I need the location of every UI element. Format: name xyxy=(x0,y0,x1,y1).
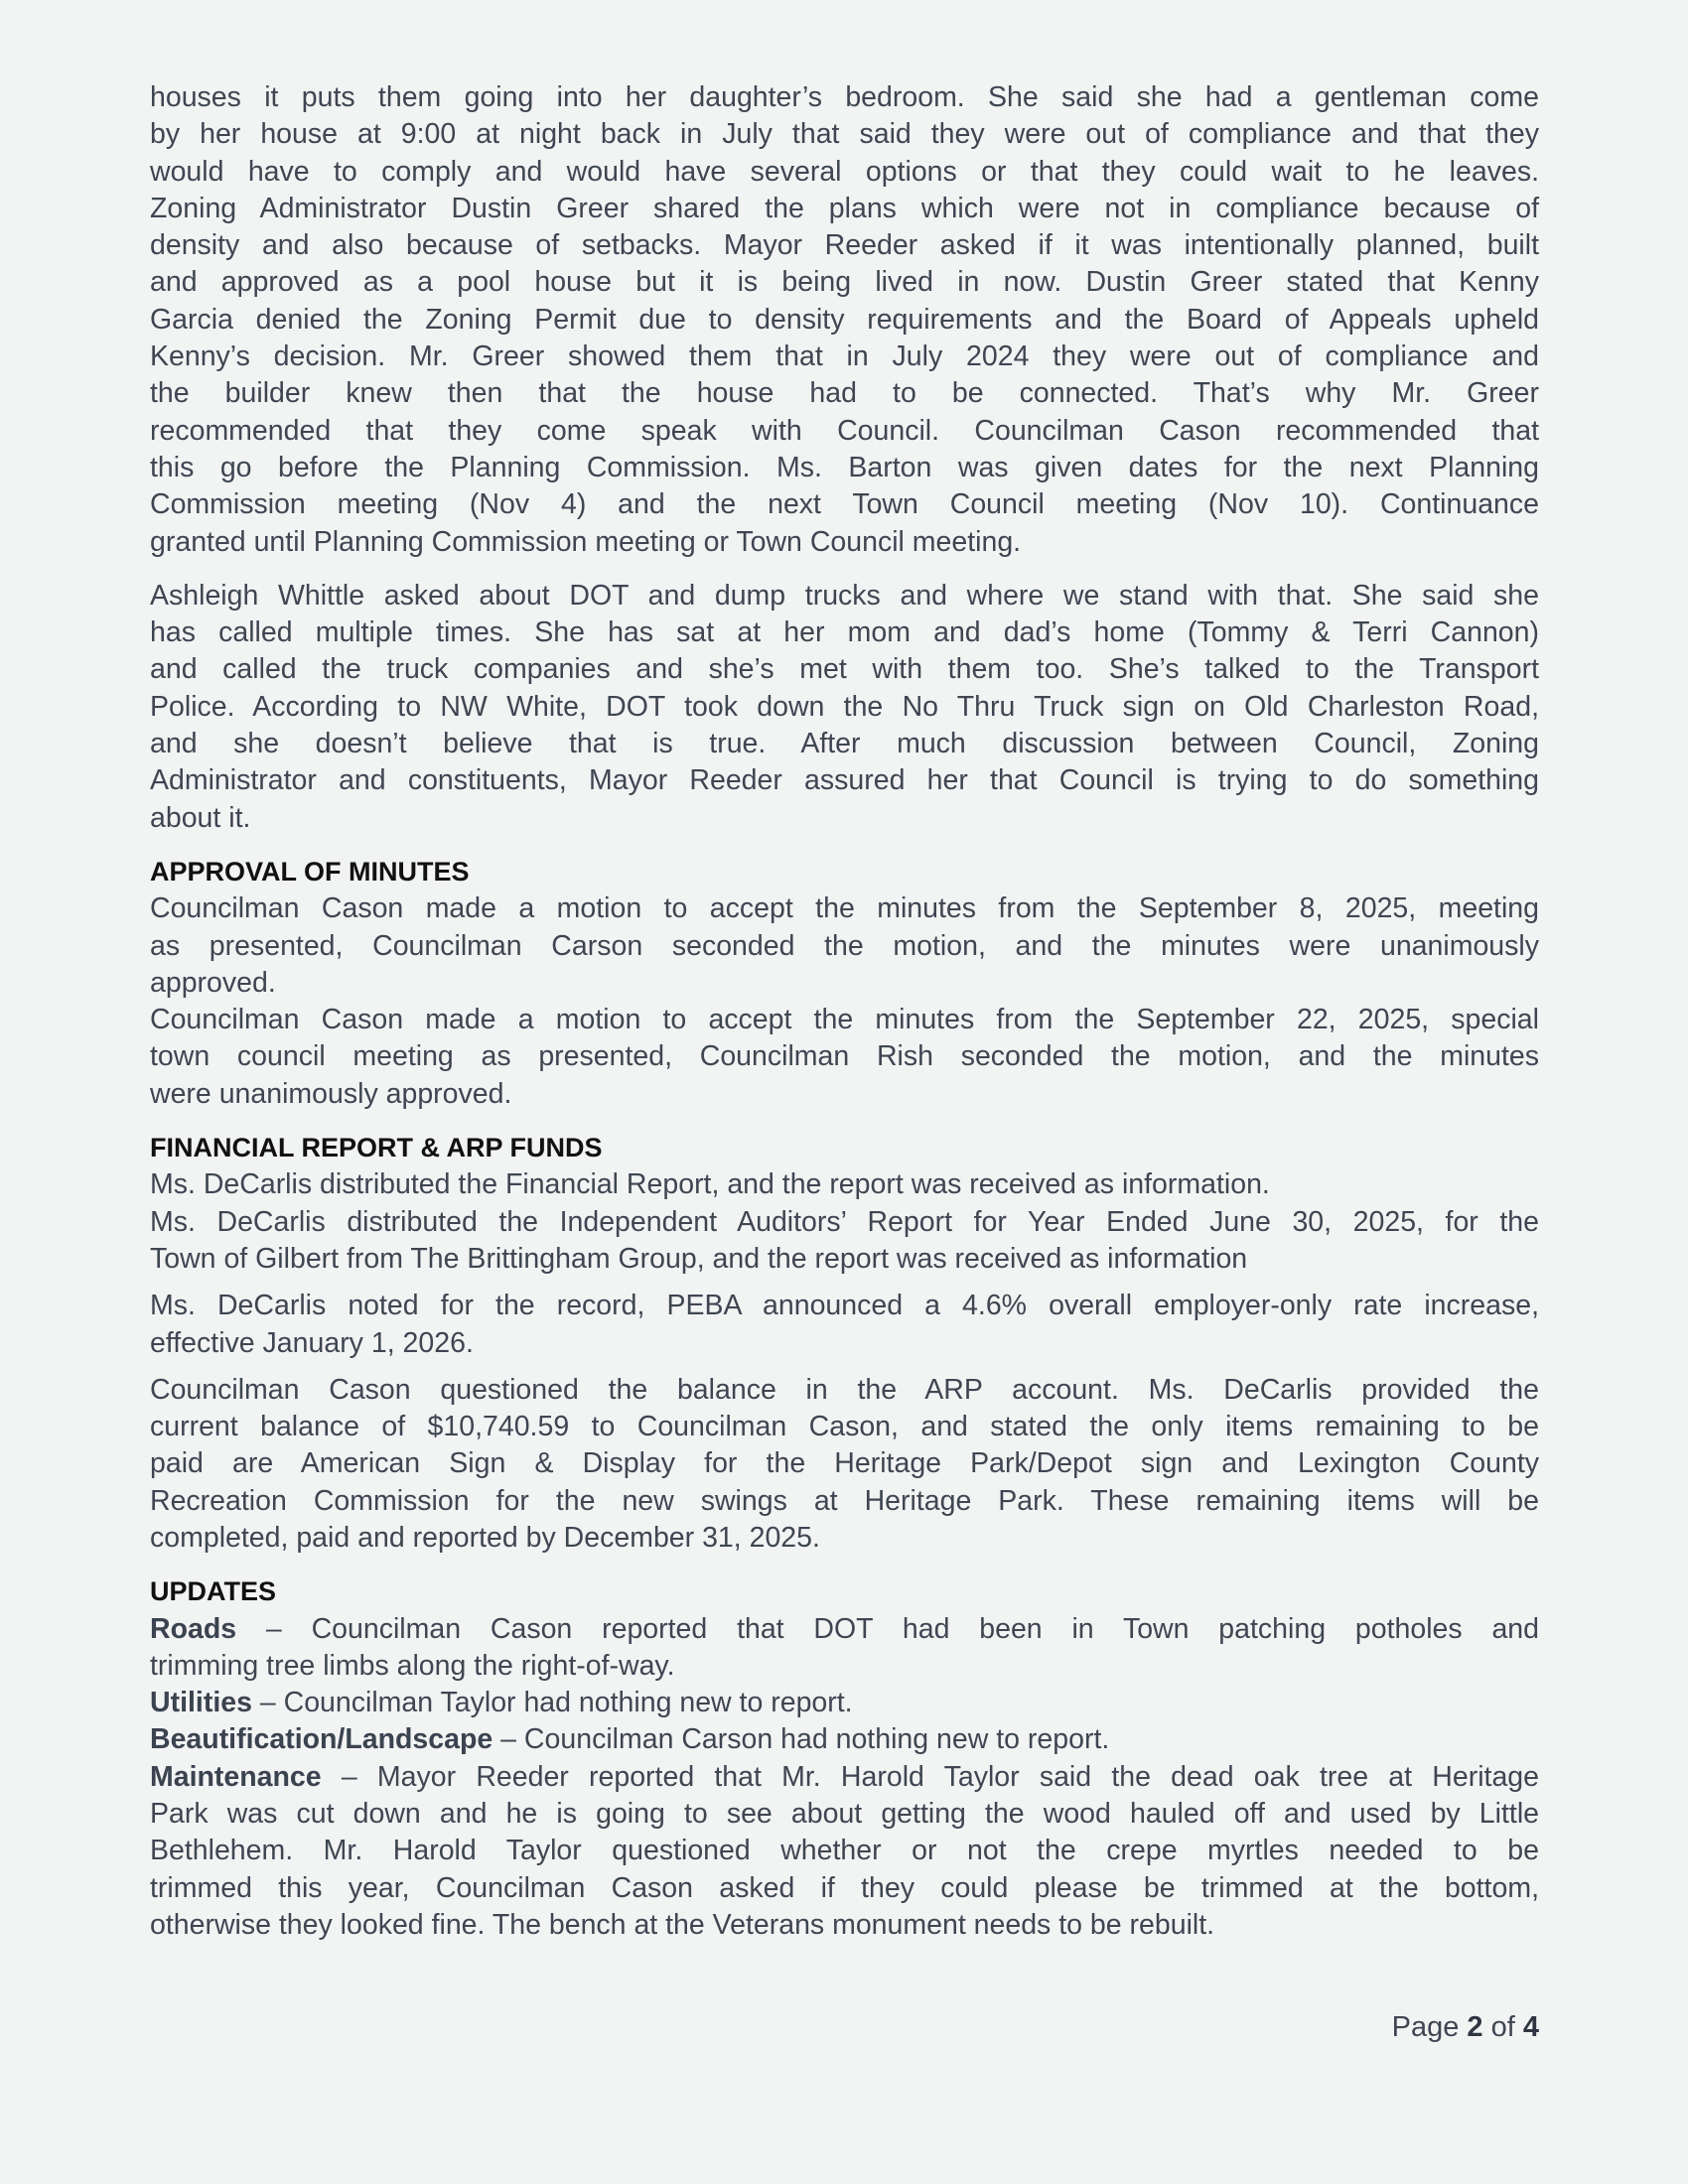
text-line: Administrator and constituents, Mayor Reeder assured her that Council is trying to do something xyxy=(150,764,1539,797)
update-label: Roads xyxy=(150,1612,237,1645)
document-body xyxy=(150,79,1539,1944)
section xyxy=(150,854,1539,1113)
text-line: Zoning Administrator Dustin Greer shared the plans which were not in compliance because of xyxy=(150,192,1539,224)
text-line: town council meeting as presented, Councilman Rish seconded the motion, and the minutes xyxy=(150,1040,1539,1073)
paragraph xyxy=(150,1372,1539,1557)
section xyxy=(150,1573,1539,1944)
paragraph xyxy=(150,890,1539,1002)
text-line: by her house at 9:00 at night back in July that said they were out of compliance and that they xyxy=(150,118,1539,151)
text-line: granted until Planning Commission meeting or Town Council meeting. xyxy=(150,525,1022,558)
section xyxy=(150,79,1539,837)
text-line xyxy=(150,1759,1539,1796)
text-line: Commission meeting (Nov 4) and the next Town Council meeting (Nov 10). Continuance xyxy=(150,488,1539,521)
update-text: – Mayor Reeder reported that Mr. Harold Taylor said the dead oak tree at Heritage xyxy=(321,1760,1539,1793)
text-line: Councilman Cason made a motion to accept the minutes from the September 22, 2025, special xyxy=(150,1004,1539,1036)
page-number xyxy=(1392,2011,1539,2044)
update-text: – Councilman Carson had nothing new to report. xyxy=(492,1723,1110,1756)
update-label: Utilities xyxy=(150,1687,252,1719)
text-line: Kenny’s decision. Mr. Greer showed them that in July 2024 they were out of compliance and xyxy=(150,341,1539,373)
update-text: – Councilman Cason reported that DOT had been in Town patching potholes and xyxy=(236,1612,1539,1645)
text-line: Police. According to NW White, DOT took down the No Thru Truck sign on Old Charleston Road, xyxy=(150,690,1539,723)
text-line: as presented, Councilman Carson seconded the motion, and the minutes were unanimously xyxy=(150,929,1539,962)
update-item xyxy=(150,1611,1539,1686)
section-heading: UPDATES xyxy=(150,1576,277,1607)
text-line: were unanimously approved. xyxy=(150,1077,512,1110)
text-line: otherwise they looked fine. The bench at the Veterans monument needs to be rebuilt. xyxy=(150,1908,1215,1941)
text-line: Town of Gilbert from The Brittingham Group, and the report was received as information xyxy=(150,1242,1248,1275)
paragraph xyxy=(150,578,1539,837)
text-line xyxy=(150,1721,1539,1758)
text-line: the builder knew then that the house had to be connected. That’s why Mr. Greer xyxy=(150,377,1539,410)
update-text: – Councilman Taylor had nothing new to report. xyxy=(251,1687,853,1719)
text-line: houses it puts them going into her daughter’s bedroom. She said she had a gentleman come xyxy=(150,81,1539,113)
section-heading: APPROVAL OF MINUTES xyxy=(150,856,470,887)
page-prefix: Page xyxy=(1391,2011,1468,2043)
text-line xyxy=(150,1611,1539,1648)
update-item xyxy=(150,1721,1539,1758)
text-line: Ashleigh Whittle asked about DOT and dump trucks and where we stand with that. She said she xyxy=(150,579,1539,612)
text-line: paid are American Sign & Display for the Heritage Park/Depot sign and Lexington County xyxy=(150,1447,1539,1480)
paragraph xyxy=(150,79,1539,561)
text-line: would have to comply and would have several options or that they could wait to he leaves. xyxy=(150,155,1539,188)
text-line: trimmed this year, Councilman Cason asked if they could please be trimmed at the bottom, xyxy=(150,1871,1539,1904)
text-line: current balance of $10,740.59 to Councilman Cason, and stated the only items remaining to be xyxy=(150,1411,1539,1443)
text-line: Councilman Cason made a motion to accept the minutes from the September 8, 2025, meeting xyxy=(150,892,1539,925)
text-line: Park was cut down and he is going to see about getting the wood hauled off and used by Little xyxy=(150,1798,1539,1831)
text-line: and called the truck companies and she’s met with them too. She’s talked to the Transport xyxy=(150,653,1539,686)
paragraph xyxy=(150,1204,1539,1279)
text-line: Bethlehem. Mr. Harold Taylor questioned whether or not the crepe myrtles needed to be xyxy=(150,1835,1539,1867)
text-line: Garcia denied the Zoning Permit due to density requirements and the Board of Appeals upheld xyxy=(150,303,1539,336)
text-line: Recreation Commission for the new swings at Heritage Park. These remaining items will be xyxy=(150,1484,1539,1517)
paragraph xyxy=(150,1288,1539,1362)
update-item xyxy=(150,1685,1539,1721)
section xyxy=(150,1130,1539,1557)
text-line: and approved as a pool house but it is being lived in now. Dustin Greer stated that Kenny xyxy=(150,266,1539,299)
text-line: approved. xyxy=(150,966,276,999)
text-line: effective January 1, 2026. xyxy=(150,1326,474,1359)
update-label: Maintenance xyxy=(150,1760,322,1793)
text-line: has called multiple times. She has sat at her mom and dad’s home (Tommy & Terri Cannon) xyxy=(150,616,1539,649)
text-line: completed, paid and reported by December 31, 2025. xyxy=(150,1521,820,1554)
update-item xyxy=(150,1759,1539,1944)
text-line: this go before the Planning Commission. Ms. Barton was given dates for the next Planning xyxy=(150,451,1539,483)
text-line: density and also because of setbacks. Mayor Reeder asked if it was intentionally planned, built xyxy=(150,229,1539,262)
text-line: recommended that they come speak with Council. Councilman Cason recommended that xyxy=(150,414,1539,447)
text-line: Ms. DeCarlis noted for the record, PEBA announced a 4.6% overall employer-only rate increase, xyxy=(150,1290,1539,1322)
page-of: of xyxy=(1482,2011,1523,2043)
page-total: 4 xyxy=(1522,2011,1539,2043)
text-line: Ms. DeCarlis distributed the Independent Auditors’ Report for Year Ended June 30, 2025, for the xyxy=(150,1205,1539,1238)
section-heading: FINANCIAL REPORT & ARP FUNDS xyxy=(150,1133,603,1163)
text-line: Councilman Cason questioned the balance in the ARP account. Ms. DeCarlis provided the xyxy=(150,1373,1539,1406)
text-line xyxy=(150,1685,1539,1721)
paragraph xyxy=(150,1002,1539,1113)
update-label: Beautification/Landscape xyxy=(150,1723,493,1756)
paragraph xyxy=(150,1166,1539,1203)
text-line: trimming tree limbs along the right-of-way. xyxy=(150,1649,675,1682)
page-current: 2 xyxy=(1467,2011,1483,2043)
text-line: Ms. DeCarlis distributed the Financial Report, and the report was received as information. xyxy=(150,1168,1270,1201)
text-line: and she doesn’t believe that is true. After much discussion between Council, Zoning xyxy=(150,728,1539,760)
text-line: about it. xyxy=(150,801,251,834)
